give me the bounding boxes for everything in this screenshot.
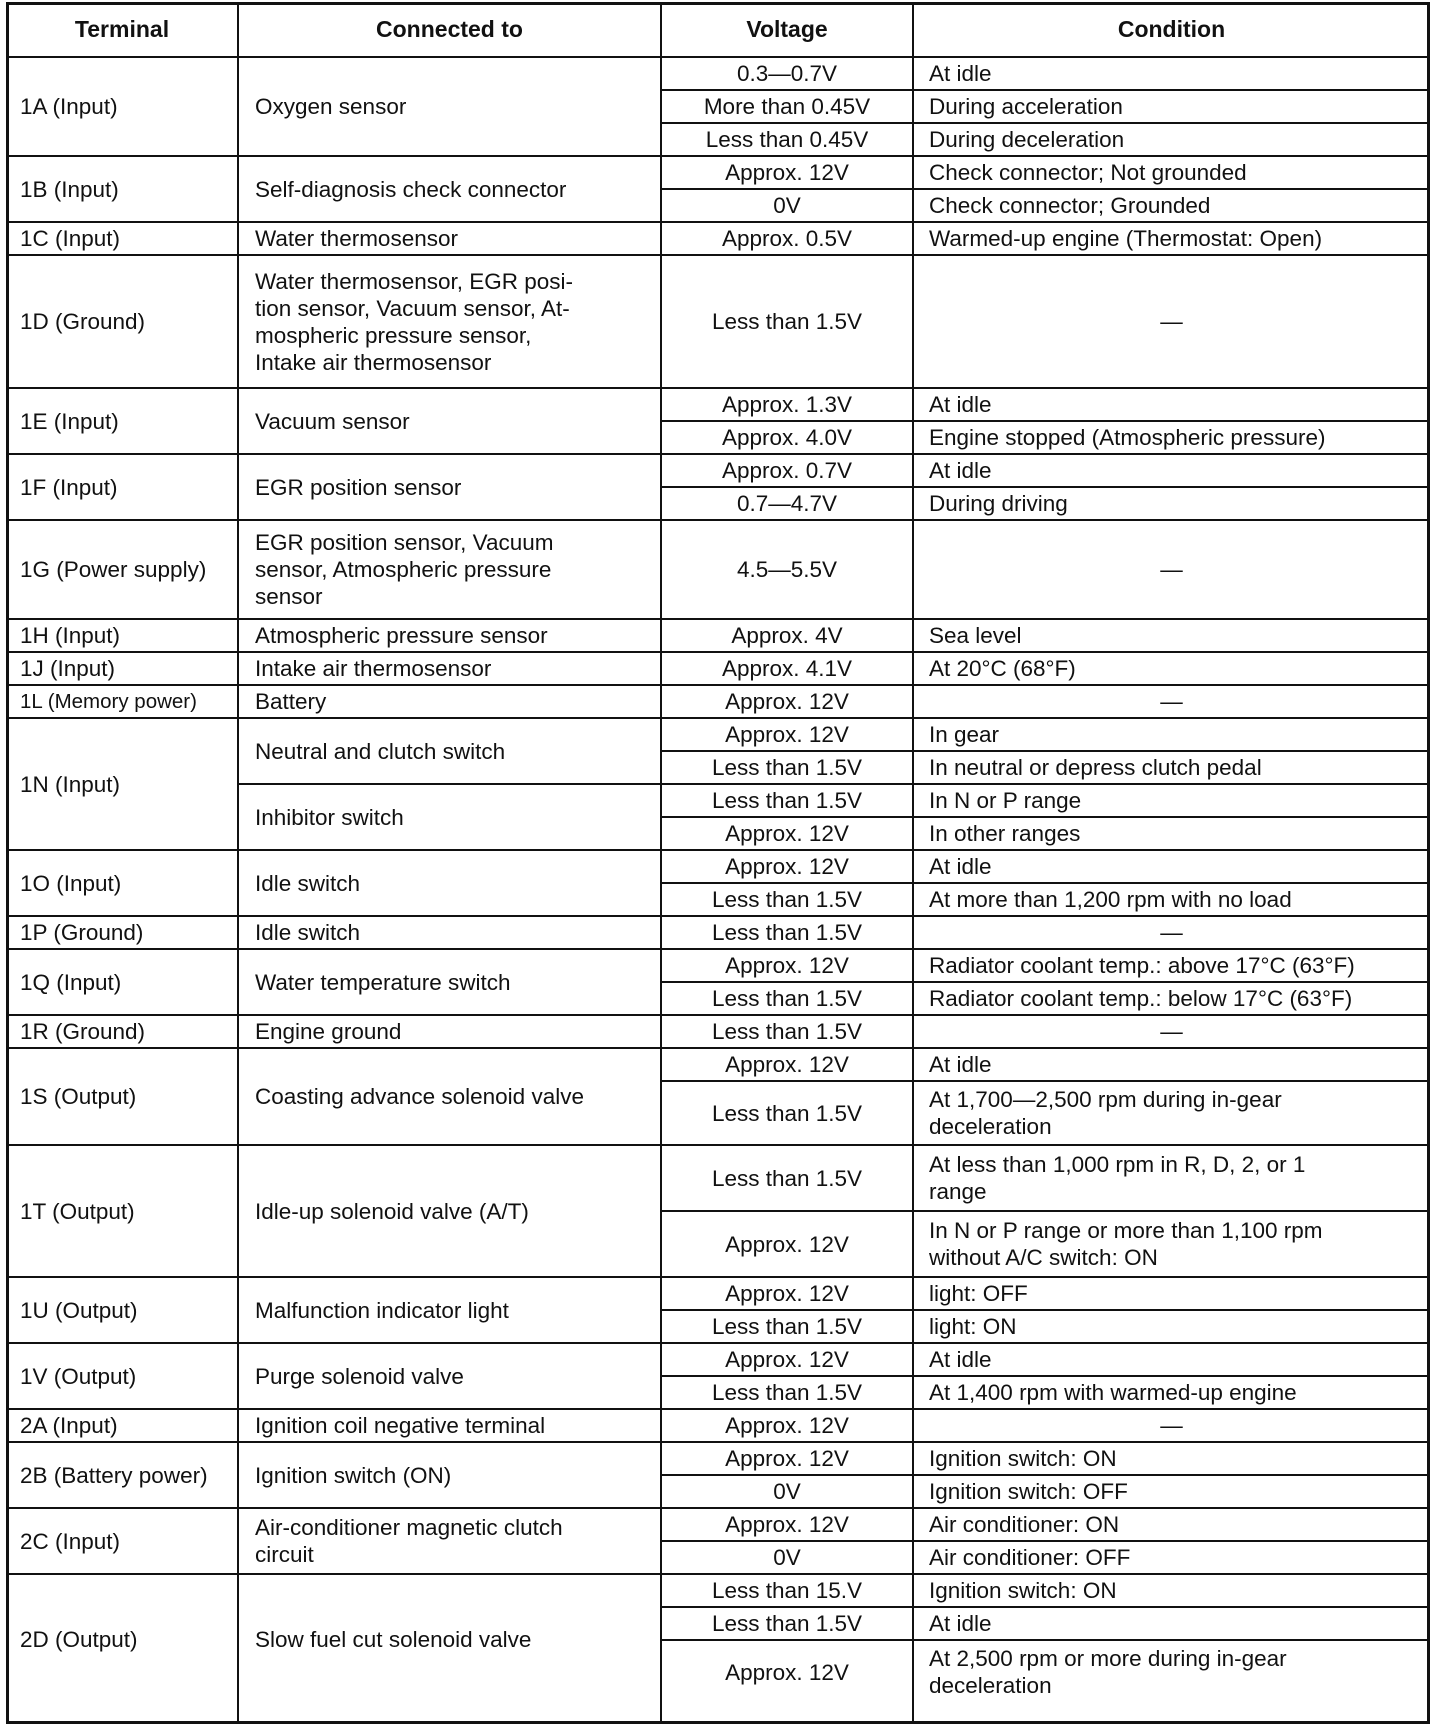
connected-to-cell: EGR position sensor (255, 474, 462, 500)
condition-cell: At 20°C (68°F) (929, 656, 1076, 681)
connected-to-cell: Idle switch (255, 920, 361, 945)
condition-cell: — (1160, 309, 1183, 334)
voltage-cell: 0.7—4.7V (736, 491, 838, 516)
condition-cell: Engine stopped (Atmospheric pressure) (929, 425, 1326, 450)
terminal-cell: 1R (Ground) (20, 1019, 146, 1044)
condition-cell: At 2,500 rpm or more during in-gear deceleration (929, 1646, 1287, 1698)
terminal-cell: 1U (Output) (20, 1297, 138, 1323)
condition-cell: In N or P range or more than 1,100 rpm without A/C switch: ON (929, 1218, 1323, 1270)
terminal-cell: 1Q (Input) (20, 969, 122, 995)
voltage-cell: Less than 0.45V (705, 127, 869, 152)
voltage-cell: Less than 1.5V (711, 1314, 863, 1339)
voltage-cell: Approx. 0.5V (721, 226, 853, 251)
connected-to-cell: Ignition switch (ON) (255, 1462, 452, 1488)
connected-to-cell: Idle switch (255, 870, 361, 896)
voltage-cell: Approx. 12V (725, 821, 849, 846)
condition-cell: light: OFF (929, 1281, 1028, 1306)
voltage-cell: Approx. 12V (725, 1512, 849, 1537)
voltage-cell: Less than 1.5V (711, 755, 863, 780)
condition-cell: At more than 1,200 rpm with no load (929, 887, 1292, 912)
voltage-cell: 4.5—5.5V (736, 557, 838, 582)
terminal-cell: 1F (Input) (20, 474, 118, 500)
connected-to-cell: Vacuum sensor (255, 408, 410, 434)
connected-to-cell: Engine ground (255, 1019, 402, 1044)
voltage-cell: Approx. 4.1V (721, 656, 853, 681)
voltage-cell: Less than 1.5V (711, 887, 863, 912)
condition-cell: At idle (929, 1611, 992, 1636)
table-border-top (6, 2, 1430, 5)
column-divider (237, 2, 239, 1724)
voltage-cell: Approx. 4.0V (721, 425, 853, 450)
connected-to-cell: Air-conditioner magnetic clutch circuit (255, 1515, 563, 1567)
terminal-cell: 1B (Input) (20, 176, 119, 202)
terminal-voltage-table (6, 2, 1430, 1724)
connected-to-cell: Neutral and clutch switch (255, 738, 506, 764)
voltage-cell: Approx. 12V (725, 854, 849, 879)
condition-cell: Warmed-up engine (Thermostat: Open) (929, 226, 1323, 251)
terminal-cell: 2A (Input) (20, 1413, 118, 1438)
voltage-cell: 0V (773, 1479, 801, 1504)
terminal-cell: 2B (Battery power) (20, 1462, 208, 1488)
voltage-cell: 0.3—0.7V (736, 61, 838, 86)
condition-cell: At idle (929, 854, 992, 879)
voltage-cell: 0V (773, 193, 801, 218)
connected-to-cell: Water thermosensor (255, 226, 458, 251)
condition-cell: In other ranges (929, 821, 1081, 846)
column-divider (660, 2, 662, 1724)
condition-cell: At idle (929, 458, 992, 483)
condition-cell: Ignition switch: OFF (929, 1479, 1128, 1504)
condition-cell: At idle (929, 61, 992, 86)
voltage-cell: Less than 1.5V (711, 1165, 863, 1191)
condition-cell: Air conditioner: OFF (929, 1545, 1131, 1570)
terminal-cell: 1J (Input) (20, 656, 116, 681)
voltage-cell: 0V (773, 1545, 801, 1570)
terminal-cell: 1H (Input) (20, 623, 121, 648)
terminal-cell: 1V (Output) (20, 1363, 137, 1389)
voltage-cell: Less than 1.5V (711, 1019, 863, 1044)
voltage-cell: Approx. 12V (725, 1413, 849, 1438)
condition-cell: — (1160, 1413, 1183, 1438)
connected-to-cell: Water temperature switch (255, 969, 511, 995)
connected-to-cell: Coasting advance solenoid valve (255, 1084, 584, 1109)
condition-cell: At idle (929, 1052, 992, 1077)
condition-cell: — (1160, 1019, 1183, 1044)
condition-cell: At idle (929, 392, 992, 417)
voltage-cell: Less than 15.V (711, 1578, 863, 1603)
connected-to-cell: Slow fuel cut solenoid valve (255, 1626, 532, 1652)
voltage-cell: Approx. 12V (725, 1281, 849, 1306)
terminal-cell: 1G (Power supply) (20, 557, 207, 582)
connected-to-cell: Inhibitor switch (255, 804, 404, 830)
condition-cell: At 1,400 rpm with warmed-up engine (929, 1380, 1297, 1405)
condition-cell: — (1160, 920, 1183, 945)
voltage-cell: Approx. 12V (725, 1052, 849, 1077)
connected-to-cell: Purge solenoid valve (255, 1363, 464, 1389)
terminal-cell: 1S (Output) (20, 1084, 137, 1109)
connected-to-cell: Idle-up solenoid valve (A/T) (255, 1198, 529, 1224)
voltage-cell: Approx. 4V (731, 623, 843, 648)
condition-cell: Radiator coolant temp.: below 17°C (63°F) (929, 986, 1353, 1011)
voltage-cell: Approx. 12V (725, 689, 849, 714)
condition-cell: Sea level (929, 623, 1022, 648)
terminal-cell: 1N (Input) (20, 771, 121, 797)
condition-cell: light: ON (929, 1314, 1017, 1339)
condition-cell: During deceleration (929, 127, 1125, 152)
voltage-cell: Approx. 12V (725, 1231, 849, 1257)
table-border-bottom (6, 1721, 1430, 1724)
voltage-cell: Less than 1.5V (711, 1380, 863, 1405)
condition-cell: Check connector; Grounded (929, 193, 1211, 218)
voltage-cell: Less than 1.5V (711, 920, 863, 945)
condition-cell: — (1160, 689, 1183, 714)
condition-cell: At 1,700—2,500 rpm during in-gear deceleration (929, 1087, 1282, 1139)
condition-cell: Air conditioner: ON (929, 1512, 1120, 1537)
voltage-cell: Approx. 12V (725, 1347, 849, 1372)
terminal-cell: 1L (Memory power) (20, 690, 197, 713)
terminal-cell: 1O (Input) (20, 870, 122, 896)
voltage-cell: Approx. 12V (725, 1659, 849, 1685)
condition-cell: Radiator coolant temp.: above 17°C (63°F) (929, 953, 1355, 978)
condition-cell: Check connector; Not grounded (929, 160, 1247, 185)
condition-cell: At less than 1,000 rpm in R, D, 2, or 1 range (929, 1152, 1306, 1204)
header-connected-to: Connected to (376, 16, 523, 42)
voltage-cell: Less than 1.5V (711, 1100, 863, 1126)
connected-to-cell: Atmospheric pressure sensor (255, 623, 548, 648)
voltage-cell: Less than 1.5V (711, 788, 863, 813)
voltage-cell: Less than 1.5V (711, 986, 863, 1011)
voltage-cell: Approx. 0.7V (721, 458, 853, 483)
voltage-cell: Approx. 12V (725, 1446, 849, 1471)
condition-cell: During driving (929, 491, 1068, 516)
header-divider (6, 56, 1430, 58)
connected-to-cell: Battery (255, 689, 327, 714)
terminal-cell: 1E (Input) (20, 408, 119, 434)
terminal-cell: 1D (Ground) (20, 309, 146, 334)
condition-cell: During acceleration (929, 94, 1123, 119)
condition-cell: In N or P range (929, 788, 1082, 813)
terminal-cell: 1P (Ground) (20, 920, 144, 945)
condition-cell: At idle (929, 1347, 992, 1372)
voltage-cell: Approx. 12V (725, 953, 849, 978)
condition-cell: In gear (929, 722, 1000, 747)
connected-to-cell: Oxygen sensor (255, 94, 407, 119)
voltage-cell: Less than 1.5V (711, 1611, 863, 1636)
table-border-left (6, 2, 9, 1724)
voltage-cell: Approx. 12V (725, 160, 849, 185)
condition-cell: Ignition switch: ON (929, 1578, 1117, 1603)
connected-to-cell: Intake air thermosensor (255, 656, 492, 681)
condition-cell: In neutral or depress clutch pedal (929, 755, 1262, 780)
voltage-cell: Approx. 1.3V (721, 392, 853, 417)
connected-to-cell: Water thermosensor, EGR posi- tion sensor, Vacuum sensor, At- mospheric pressure sensor, Intake air thermosensor (255, 268, 574, 375)
table-border-right (1427, 2, 1430, 1724)
connected-to-cell: EGR position sensor, Vacuum sensor, Atmospheric pressure sensor (255, 530, 554, 609)
connected-to-cell: Malfunction indicator light (255, 1297, 509, 1323)
connected-to-cell: Self-diagnosis check connector (255, 176, 567, 202)
condition-cell: Ignition switch: ON (929, 1446, 1117, 1471)
voltage-cell: More than 0.45V (703, 94, 871, 119)
column-divider (912, 2, 914, 1724)
voltage-cell: Less than 1.5V (711, 309, 863, 334)
voltage-cell: Approx. 12V (725, 722, 849, 747)
terminal-cell: 1C (Input) (20, 226, 121, 251)
terminal-cell: 1A (Input) (20, 94, 118, 119)
connected-to-cell: Ignition coil negative terminal (255, 1413, 546, 1438)
condition-cell: — (1160, 557, 1183, 582)
header-terminal: Terminal (74, 16, 170, 42)
terminal-cell: 2D (Output) (20, 1626, 138, 1652)
header-voltage: Voltage (746, 16, 828, 42)
terminal-cell: 2C (Input) (20, 1528, 121, 1554)
header-condition: Condition (1117, 16, 1226, 42)
terminal-cell: 1T (Output) (20, 1198, 135, 1224)
